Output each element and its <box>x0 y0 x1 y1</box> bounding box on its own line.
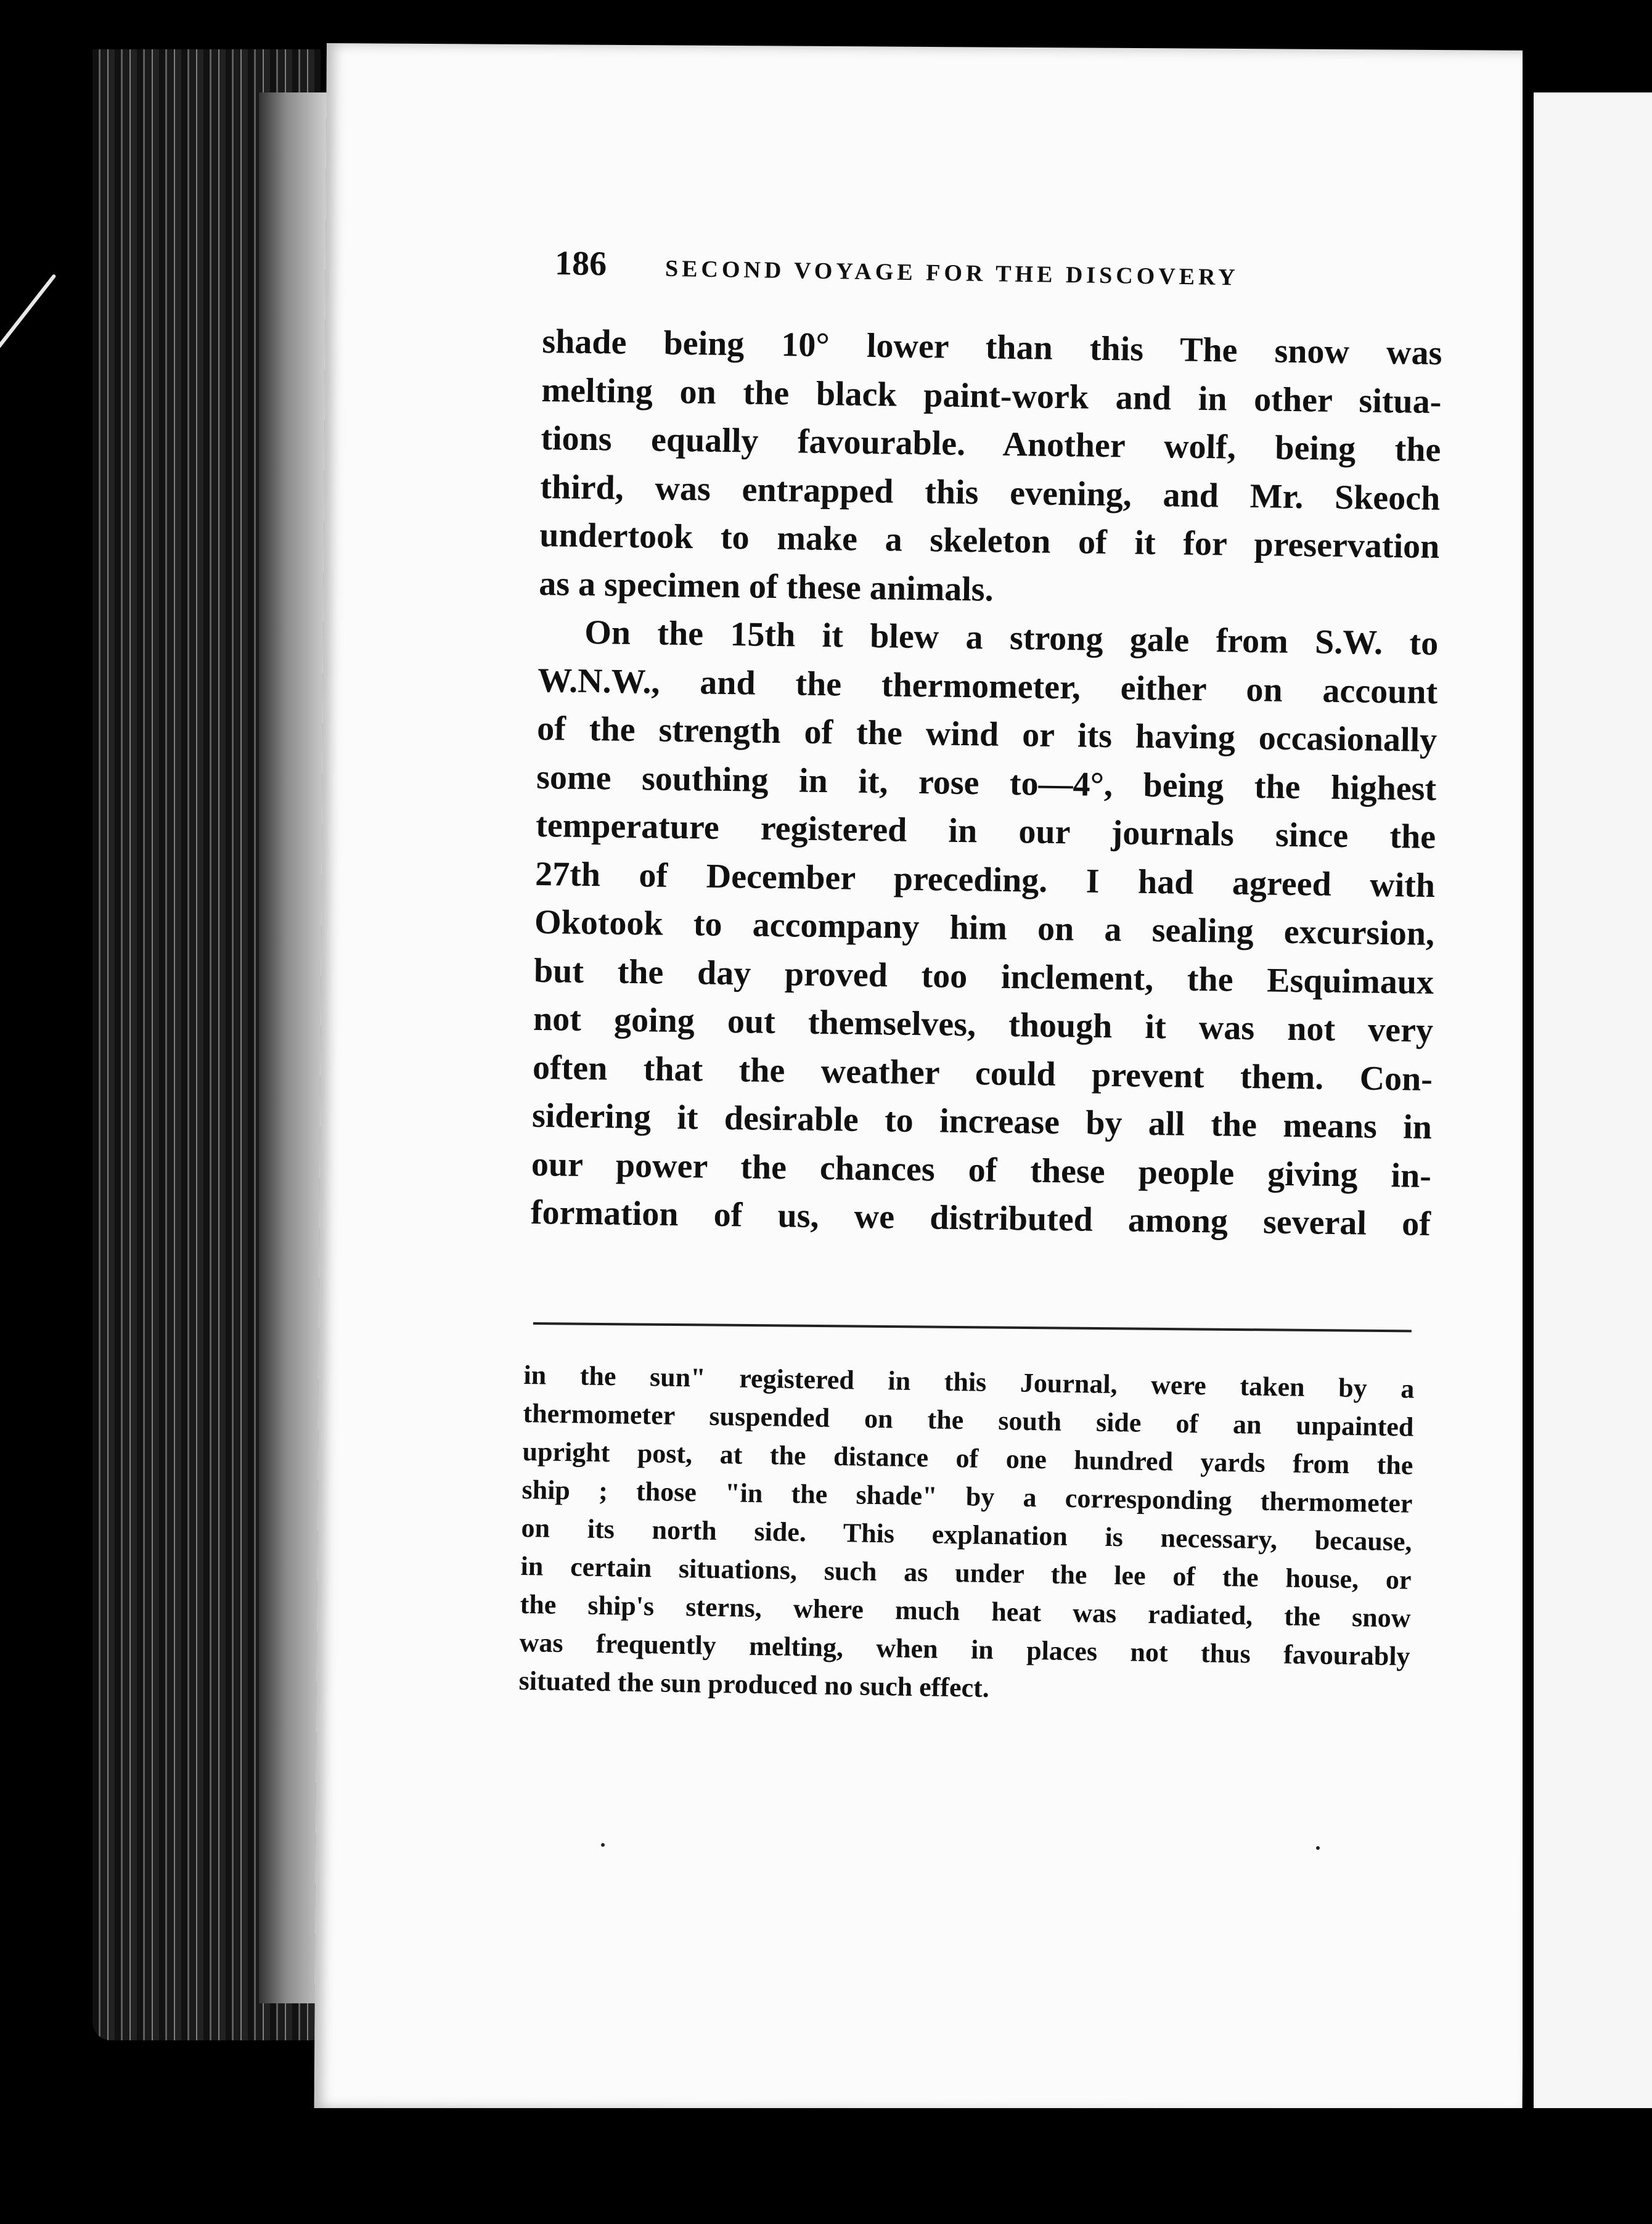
specks <box>1316 1846 1320 1850</box>
footnote-line: was frequently melting, when in places not thus favourably <box>519 1627 1410 1672</box>
text-line: of the strength of the wind or its having occasionally <box>536 709 1437 760</box>
text-line: formation of us, we distributed among several of <box>530 1193 1431 1243</box>
text-line: some southing in it, rose to—4°, being the highest <box>536 758 1437 808</box>
running-title: SECOND VOYAGE FOR THE DISCOVERY <box>664 255 1239 291</box>
footnote-line: thermometer suspended on the south side of an unpainted <box>523 1397 1414 1442</box>
text-line: often that the weather could prevent them. Con- <box>532 1048 1433 1098</box>
text-line: tions equally favourable. Another wolf, being the <box>541 419 1441 470</box>
text-line: but the day proved too inclement, the Esquimaux <box>533 951 1434 1002</box>
text-line: temperature registered in our journals since the <box>535 806 1436 857</box>
facing-page <box>1523 92 1652 2133</box>
text-line: third, was entrapped this evening, and Mr. Skeoch <box>540 467 1441 518</box>
body-text <box>530 317 1442 1248</box>
paragraph <box>530 608 1438 1249</box>
text-line: sidering it desirable to increase by all the means in <box>531 1096 1433 1147</box>
footnote-line: in certain situations, such as under the lee of the house, or <box>520 1550 1412 1595</box>
text-line: melting on the black paint-work and in other situa- <box>541 370 1442 421</box>
footnote-line: in the sun" registered in this Journal, were taken by a <box>523 1359 1415 1404</box>
text-line: as a specimen of these animals. <box>538 564 994 609</box>
text-line: not going out themselves, though it was not very <box>533 999 1434 1050</box>
paragraph <box>539 317 1442 619</box>
text-line: undertook to make a skeleton of it for preservation <box>539 515 1440 566</box>
page-number: 186 <box>554 244 607 284</box>
specks <box>601 1843 605 1847</box>
footnote-line: situated the sun produced no such effect. <box>518 1665 990 1703</box>
footnote <box>518 1356 1415 1714</box>
text-line: On the 15th it blew a strong gale from S.W. to <box>584 613 1439 663</box>
footnote-line: ship ; those "in the shade" by a corresponding thermometer <box>521 1474 1413 1519</box>
text-line: shade being 10° lower than this The snow was <box>542 322 1442 373</box>
text-line: our power the chances of these people giving in- <box>531 1145 1432 1195</box>
footnote-line: the ship's sterns, where much heat was radiated, the snow <box>520 1588 1411 1633</box>
scan-background <box>0 2108 1652 2224</box>
footnote-line: on its north side. This explanation is necessary, because, <box>521 1512 1412 1557</box>
text-line: 27th of December preceding. I had agreed with <box>534 854 1436 905</box>
footnote-line: upright post, at the distance of one hundred yards from the <box>522 1436 1413 1481</box>
facing-page-shadow <box>1523 0 1652 99</box>
text-line: W.N.W., and the thermometer, either on account <box>537 661 1438 711</box>
text-line: Okotook to accompany him on a sealing excursion, <box>534 902 1435 954</box>
